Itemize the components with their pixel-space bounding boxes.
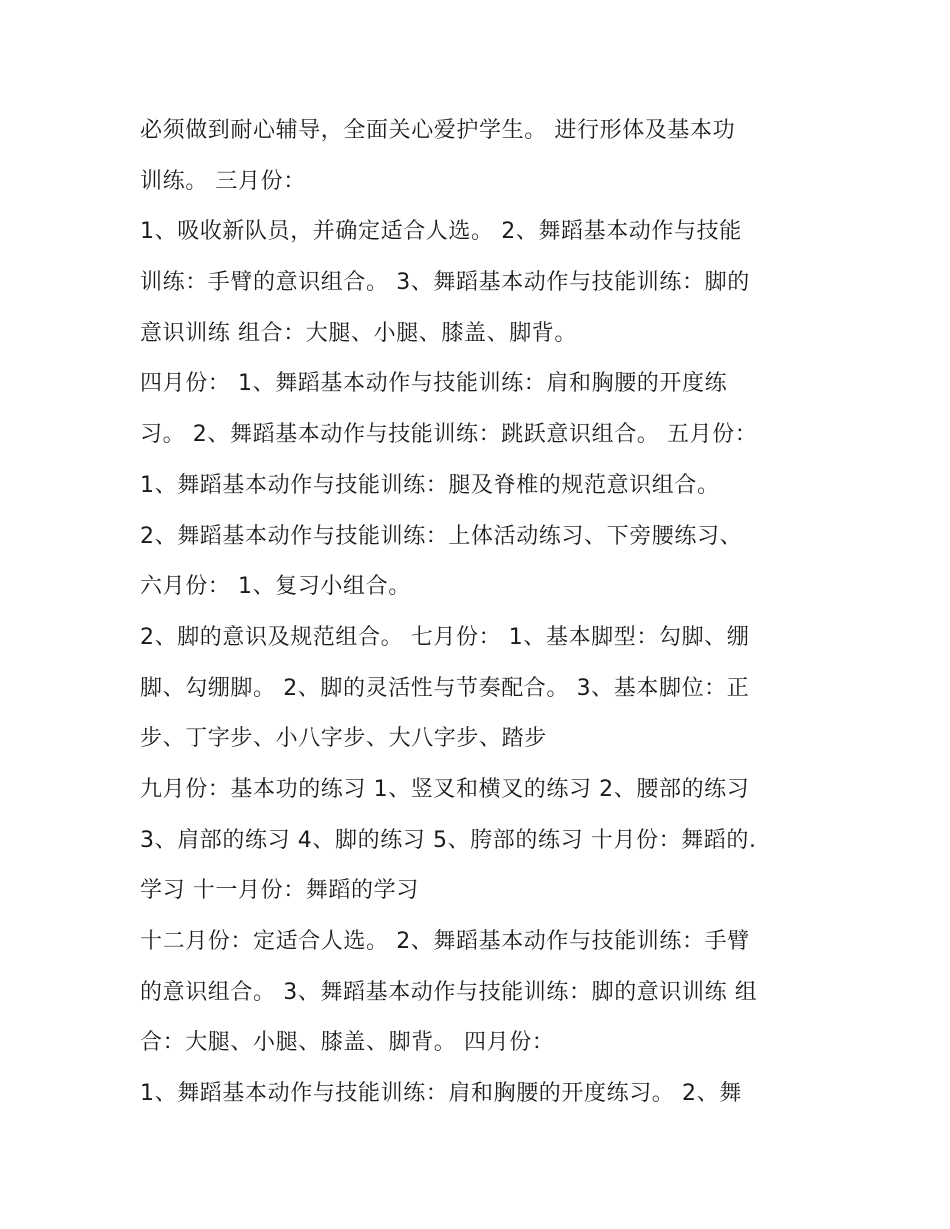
text-line-5: 意识训练 组合：大腿、小腿、膝盖、脚背。 — [140, 320, 577, 346]
text-line-10: 六月份： 1、复习小组合。 — [140, 574, 411, 600]
text-line-4: 训练：手臂的意识组合。 3、舞蹈基本动作与技能训练：脚的 — [140, 270, 750, 296]
text-line-3: 1、吸收新队员，并确定适合人选。 2、舞蹈基本动作与技能 — [140, 219, 742, 245]
text-line-20: 1、舞蹈基本动作与技能训练：肩和胸腰的开度练习。 2、舞 — [140, 1081, 742, 1107]
text-line-8: 1、舞蹈基本动作与技能训练：腿及脊椎的规范意识组合。 — [140, 472, 720, 498]
text-line-17: 十二月份：定适合人选。 2、舞蹈基本动作与技能训练：手臂 — [140, 929, 750, 954]
text-line-11: 2、脚的意识及规范组合。 七月份： 1、基本脚型：勾脚、绷 — [140, 624, 750, 650]
text-line-1: 必须做到耐心辅导，全面关心爱护学生。 进行形体及基本功 — [140, 118, 736, 143]
text-line-2: 训练。 三月份： — [140, 168, 306, 194]
text-line-7: 习。 2、舞蹈基本动作与技能训练：跳跃意识组合。 五月份： — [140, 422, 758, 448]
text-line-14: 九月份：基本功的练习 1、竖叉和横叉的练习 2、腰部的练习 — [140, 776, 750, 802]
text-line-13: 步、丁字步、小八字步、大八字步、踏步 — [140, 726, 547, 752]
text-line-9: 2、舞蹈基本动作与技能训练：上体活动练习、下旁腰练习、 — [140, 523, 743, 549]
text-line-16: 学习 十一月份：舞蹈的学习 — [140, 878, 419, 904]
text-line-15: 3、肩部的练习 4、脚的练习 5、胯部的练习 十月份：舞蹈的. — [140, 827, 757, 853]
text-line-12: 脚、勾绷脚。 2、脚的灵活性与节奏配合。 3、基本脚位：正 — [140, 675, 750, 701]
body-text — [140, 106, 820, 1120]
text-line-6: 四月份： 1、舞蹈基本动作与技能训练：肩和胸腰的开度练 — [140, 371, 728, 397]
text-line-19: 合：大腿、小腿、膝盖、脚背。 四月份： — [140, 1030, 555, 1056]
text-line-18: 的意识组合。 3、舞蹈基本动作与技能训练：脚的意识训练 组 — [140, 979, 758, 1005]
